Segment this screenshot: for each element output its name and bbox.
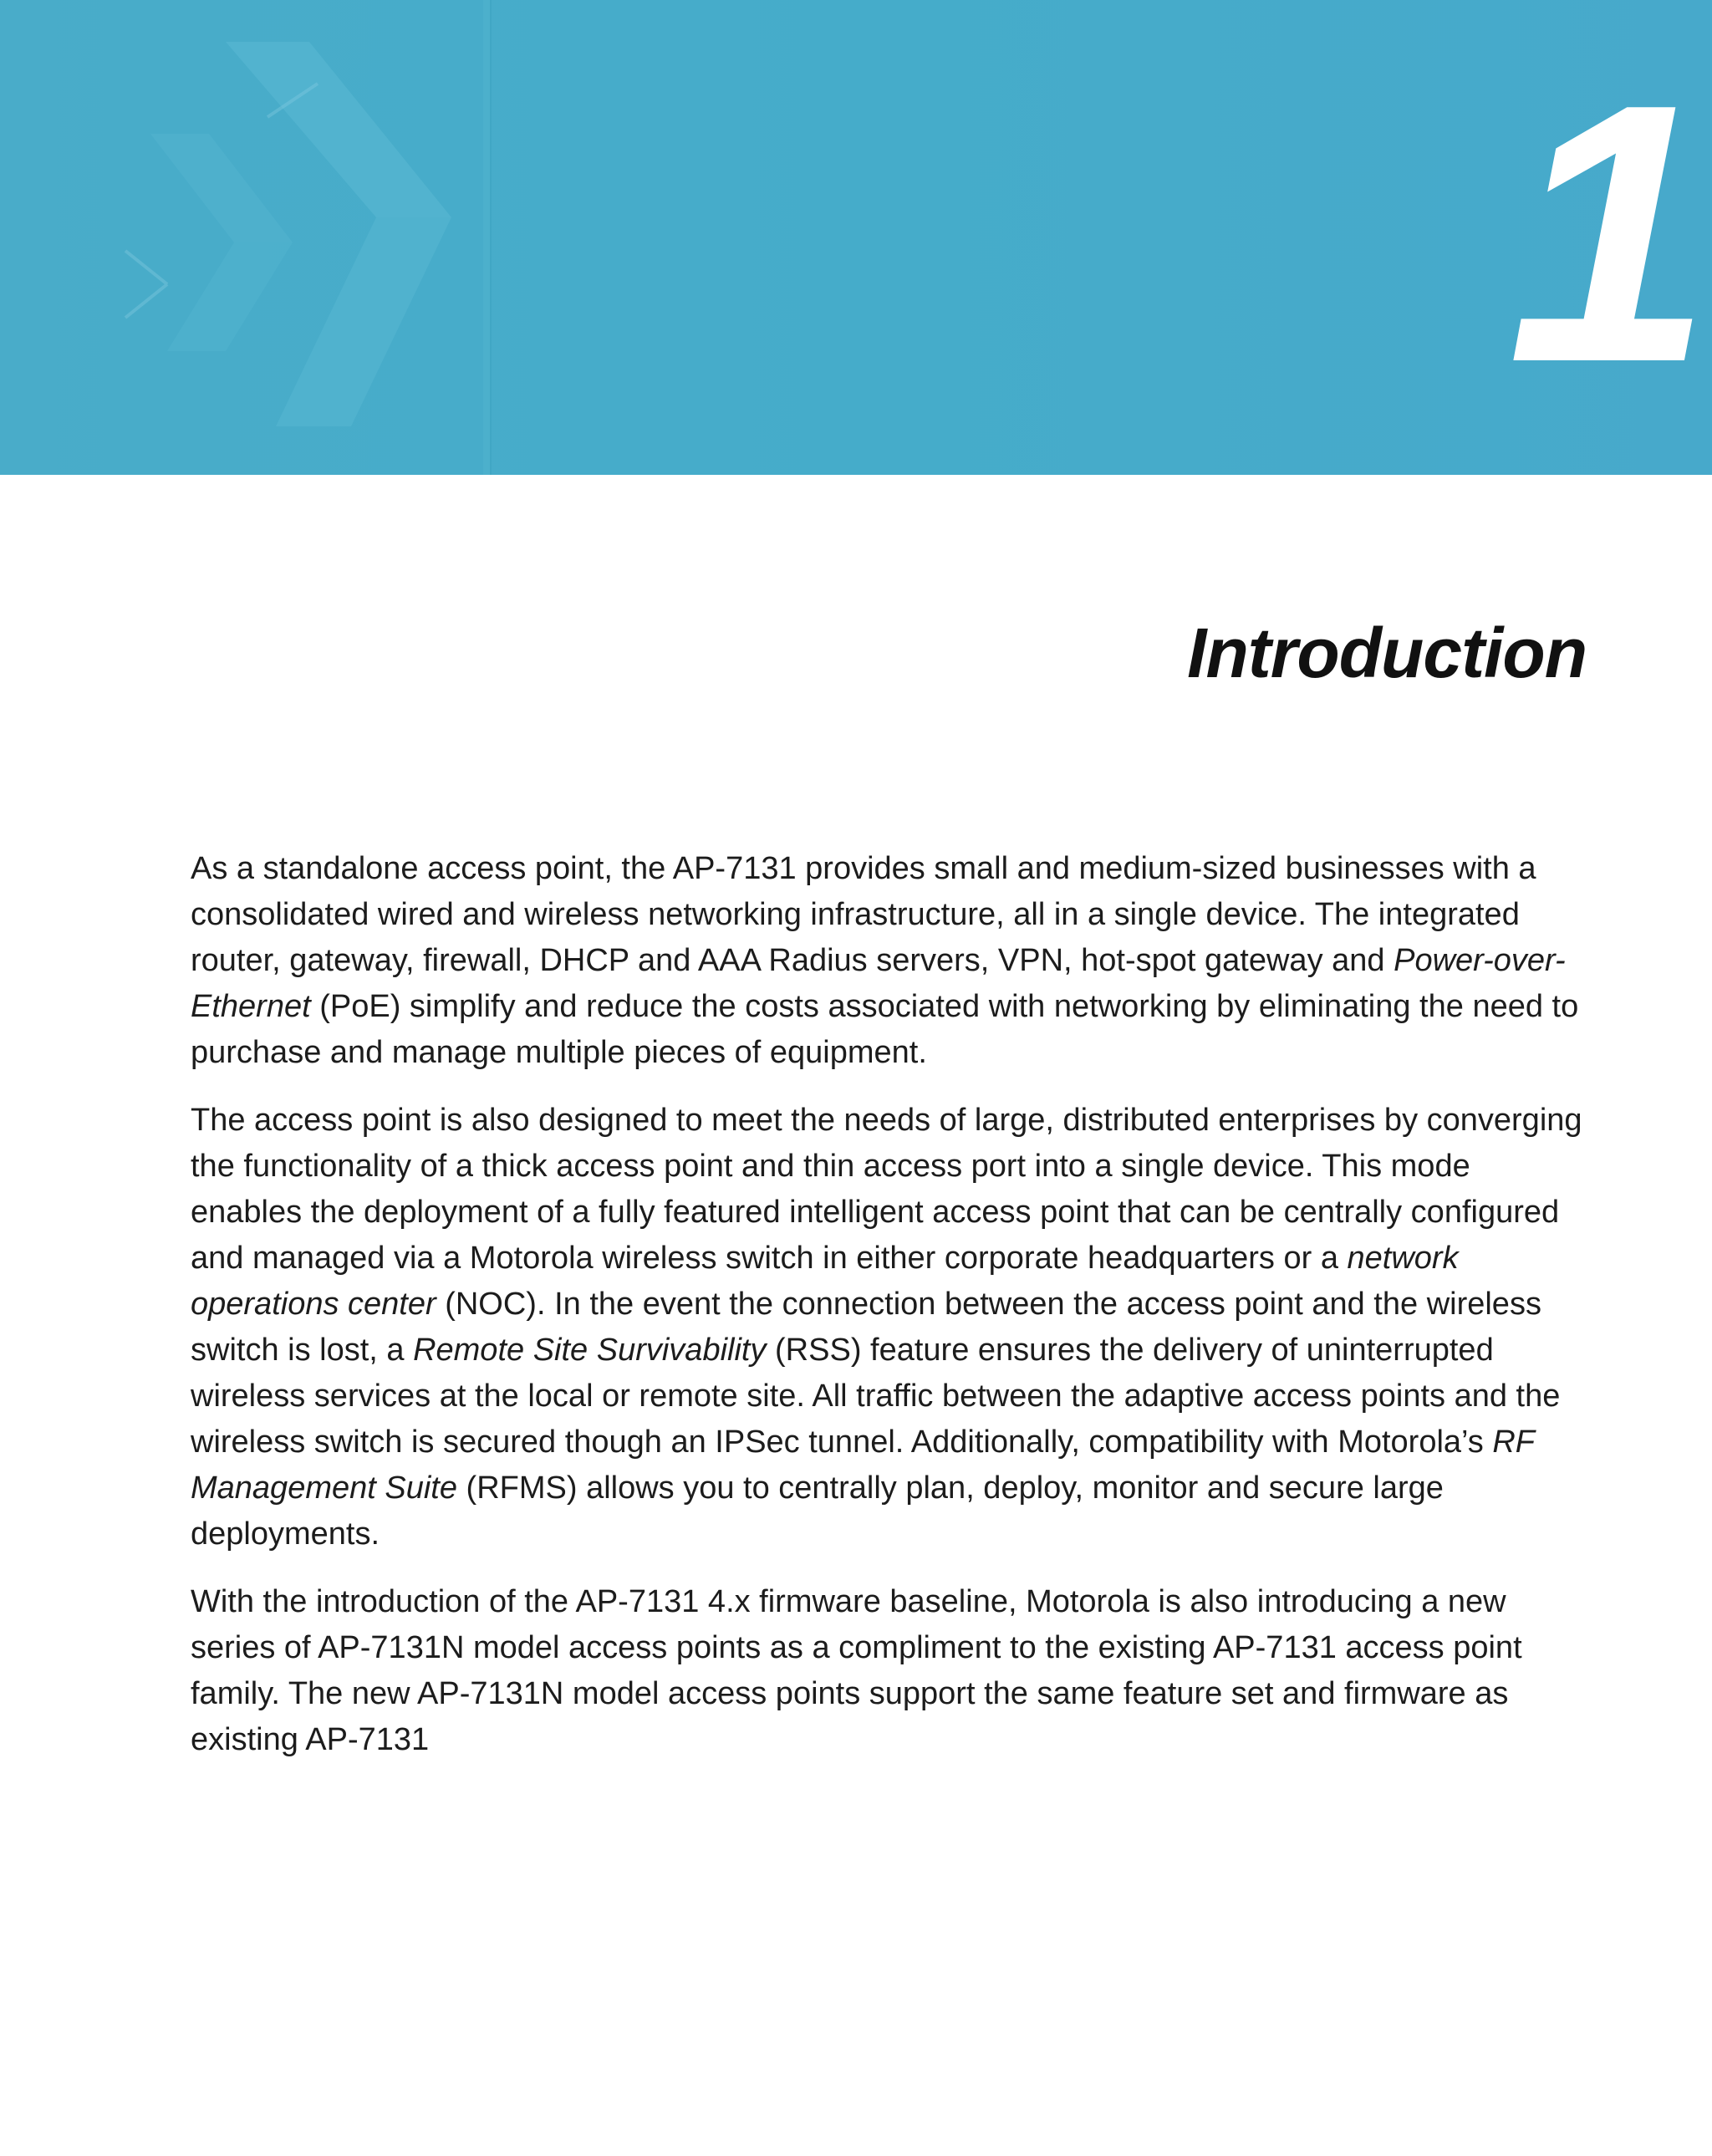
chapter-title: Introduction	[1187, 614, 1587, 692]
chapter-number: 1	[1507, 28, 1704, 439]
motorola-wing-icon	[100, 33, 485, 451]
banner-divider-line	[490, 0, 492, 475]
chapter-banner	[0, 0, 1712, 475]
body-text	[191, 846, 1588, 1785]
banner-divider	[483, 0, 490, 475]
paragraph-1: As a standalone access point, the AP-7131 provides small and medium-sized businesses with a consolidated wired and wireless networking infrastructure, all in a single device. The integrated router, gateway, firewall, DHCP and AAA Radius servers, VPN, hot-spot gateway and Power-over-Ethernet (PoE) simplify and reduce the costs associated with networking by eliminating the need to purchase and manage multiple pieces of equipment.	[191, 851, 1579, 1070]
paragraph-2: The access point is also designed to meet the needs of large, distributed enterprises by converging the functionality of a thick access point and thin access port into a single device. This mode enables the deployment of a fully featured intelligent access point that can be centrally configured and managed via a Motorola wireless switch in either corporate headquarters or a network operations center (NOC). In the event the connection between the access point and the wireless switch is lost, a Remote Site Survivability (RSS) feature ensures the delivery of uninterrupted wireless services at the local or remote site. All traffic between the adaptive access points and the wireless switch is secured though an IPSec tunnel. Additionally, compatibility with Motorola’s RF Management Suite (RFMS) allows you to centrally plan, deploy, monitor and secure large deployments.	[191, 1103, 1582, 1552]
paragraph-3: With the introduction of the AP-7131 4.x firmware baseline, Motorola is also introducing a new series of AP-7131N model access points as a compliment to the existing AP-7131 access point family. The new AP-7131N model access points support the same feature set and firmware as existing AP-7131	[191, 1584, 1522, 1757]
